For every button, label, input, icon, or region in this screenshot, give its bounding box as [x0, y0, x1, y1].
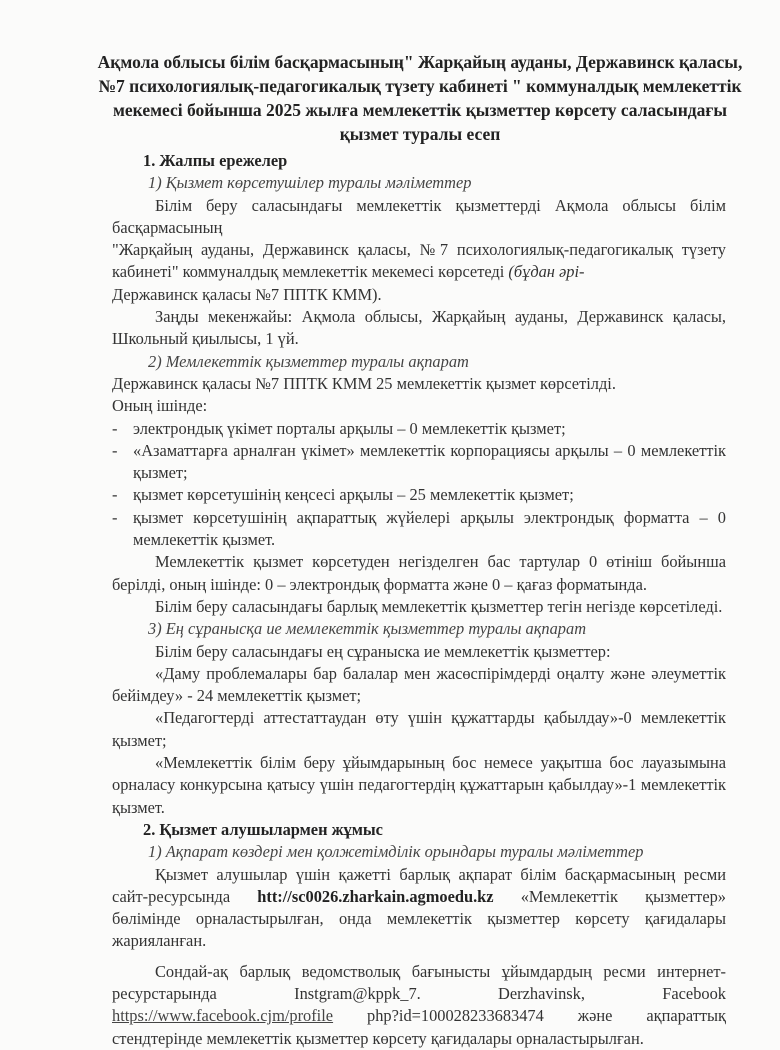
dash-bullet: - [112, 485, 118, 505]
document-body [112, 150, 726, 1050]
paragraph: Білім беру саласындағы ең сұраныска ие мемлекеттік қызметтер: [155, 641, 611, 661]
facebook-link[interactable]: https://www.facebook.cjm/profile [112, 1006, 334, 1026]
paragraph-italic-text: (бұдан әрі- [508, 262, 585, 282]
paragraph-text: Сондай-ақ барлық ведомстволық бағынысты ұйымдардың ресми интернет-ресурстарында Instgram@kppk_7. Derzhavinsk, Facebook [112, 961, 726, 1003]
paragraph: Білім беру саласындағы мемлекеттік қызметтерді Ақмола облысы білім басқармасының [112, 195, 726, 237]
dash-bullet: - [112, 507, 118, 527]
paragraph: «Педагогтерді аттестаттаудан өту үшін құжаттарды қабылдау»-0 мемлекеттік қызмет; [112, 708, 726, 750]
paragraph: Державинск қаласы №7 ППТК КММ 25 мемлекеттік қызмет көрсетілді. [112, 373, 616, 393]
section-heading: 2. Қызмет алушылармен жұмыс [143, 819, 383, 839]
paragraph-text: Қызмет алушылар үшін қажетті барлық ақпарат білім басқармасының ресми сайт-ресурсында [112, 864, 726, 906]
list-item-text-content: қызмет көрсетушінің кеңсесі арқылы – 25 мемлекеттік қызмет; [133, 485, 574, 505]
document-title: Ақмола облысы білім басқармасының" Жарқайың ауданы, Державинск қаласы, №7 психологиялық-педагогикалық түзету кабинеті " коммуналдық мемлекеттік мекемесі бойынша 2025 жылға мемлекеттік қызметтер көрсету саласындағы қызмет туралы есеп [97, 52, 743, 144]
paragraph: Державинск қаласы №7 ППТК КММ). [112, 284, 382, 304]
list-item-text [133, 484, 726, 506]
list-item [112, 507, 726, 552]
paragraph-text: "Жарқайың ауданы, Державинск қаласы, №7 психологиялық-педагогикалық түзету кабинеті" коммуналдық мемлекеттік мекемесі көрсетеді [112, 240, 726, 282]
list-item [112, 418, 726, 440]
section-heading: 1. Жалпы ережелер [143, 151, 288, 170]
paragraph: Мемлекеттік қызмет көрсетуден негізделген бас тартулар 0 өтініш бойынша берілді, оның ішінде: 0 – электрондық форматта және 0 – қағаз форматында. [112, 552, 726, 594]
paragraph [112, 961, 726, 1050]
paragraph: Білім беру саласындағы барлық мемлекеттік қызметтер тегін негізде көрсетіледі. [155, 596, 723, 616]
list-item-text: қызмет көрсетушінің ақпараттық жүйелері арқылы электрондық форматта – 0 мемлекеттік қызмет. [133, 507, 726, 550]
paragraph: Заңды мекенжайы: Ақмола облысы, Жарқайың ауданы, Державинск қаласы, Школьный қиылысы, 1 үй. [112, 307, 726, 349]
subsection-heading: 3) Ең сұранысқа ие мемлекеттік қызметтер туралы ақпарат [148, 619, 587, 639]
subsection-heading: 1) Ақпарат көздері мен қолжетімділік орындары туралы мәліметтер [148, 842, 644, 862]
list-item-text: электрондық үкімет порталы арқылы – 0 мемлекеттік қызмет; [133, 418, 566, 438]
paragraph [112, 239, 726, 284]
dash-bullet: - [112, 440, 118, 460]
website-link[interactable]: htt://sc0026.zharkain.agmoedu.kz [257, 886, 494, 906]
subsection-heading: 1) Қызмет көрсетушілер туралы мәліметтер [148, 173, 472, 193]
list-item-text: «Азаматтарға арналған үкімет» мемлекеттік корпорациясы арқылы – 0 мемлекеттік қызмет; [133, 440, 726, 483]
paragraph: «Даму проблемалары бар балалар мен жасөспірімдерді оңалту және әлеуметтік бейімдеу» - 24 мемлекеттік қызмет; [112, 663, 726, 706]
paragraph-text: php?id=100028233683474 және ақпараттық стендтерінде мемлекеттік қызметтер көрсету қағидалары орналастырылған. [112, 1006, 726, 1048]
paragraph: Оның ішінде: [112, 396, 208, 416]
paragraph [112, 864, 726, 953]
list-item [112, 484, 726, 506]
bullet-list [112, 418, 726, 552]
paragraph-text: «Мемлекеттік қызметтер» бөлімінде орналастырылған, онда мемлекеттік қызметтер көрсету қағидалары жарияланған. [112, 886, 726, 951]
paragraph: «Мемлекеттік білім беру ұйымдарының бос немесе уақытша бос лауазымына орналасу конкурсына қатысу үшін педагогтердің құжаттарын қабылдау»-1 мемлекеттік қызмет. [112, 753, 726, 817]
list-item [112, 440, 726, 485]
dash-bullet: - [112, 418, 118, 438]
subsection-heading: 2) Мемлекеттік қызметтер туралы ақпарат [148, 351, 469, 371]
